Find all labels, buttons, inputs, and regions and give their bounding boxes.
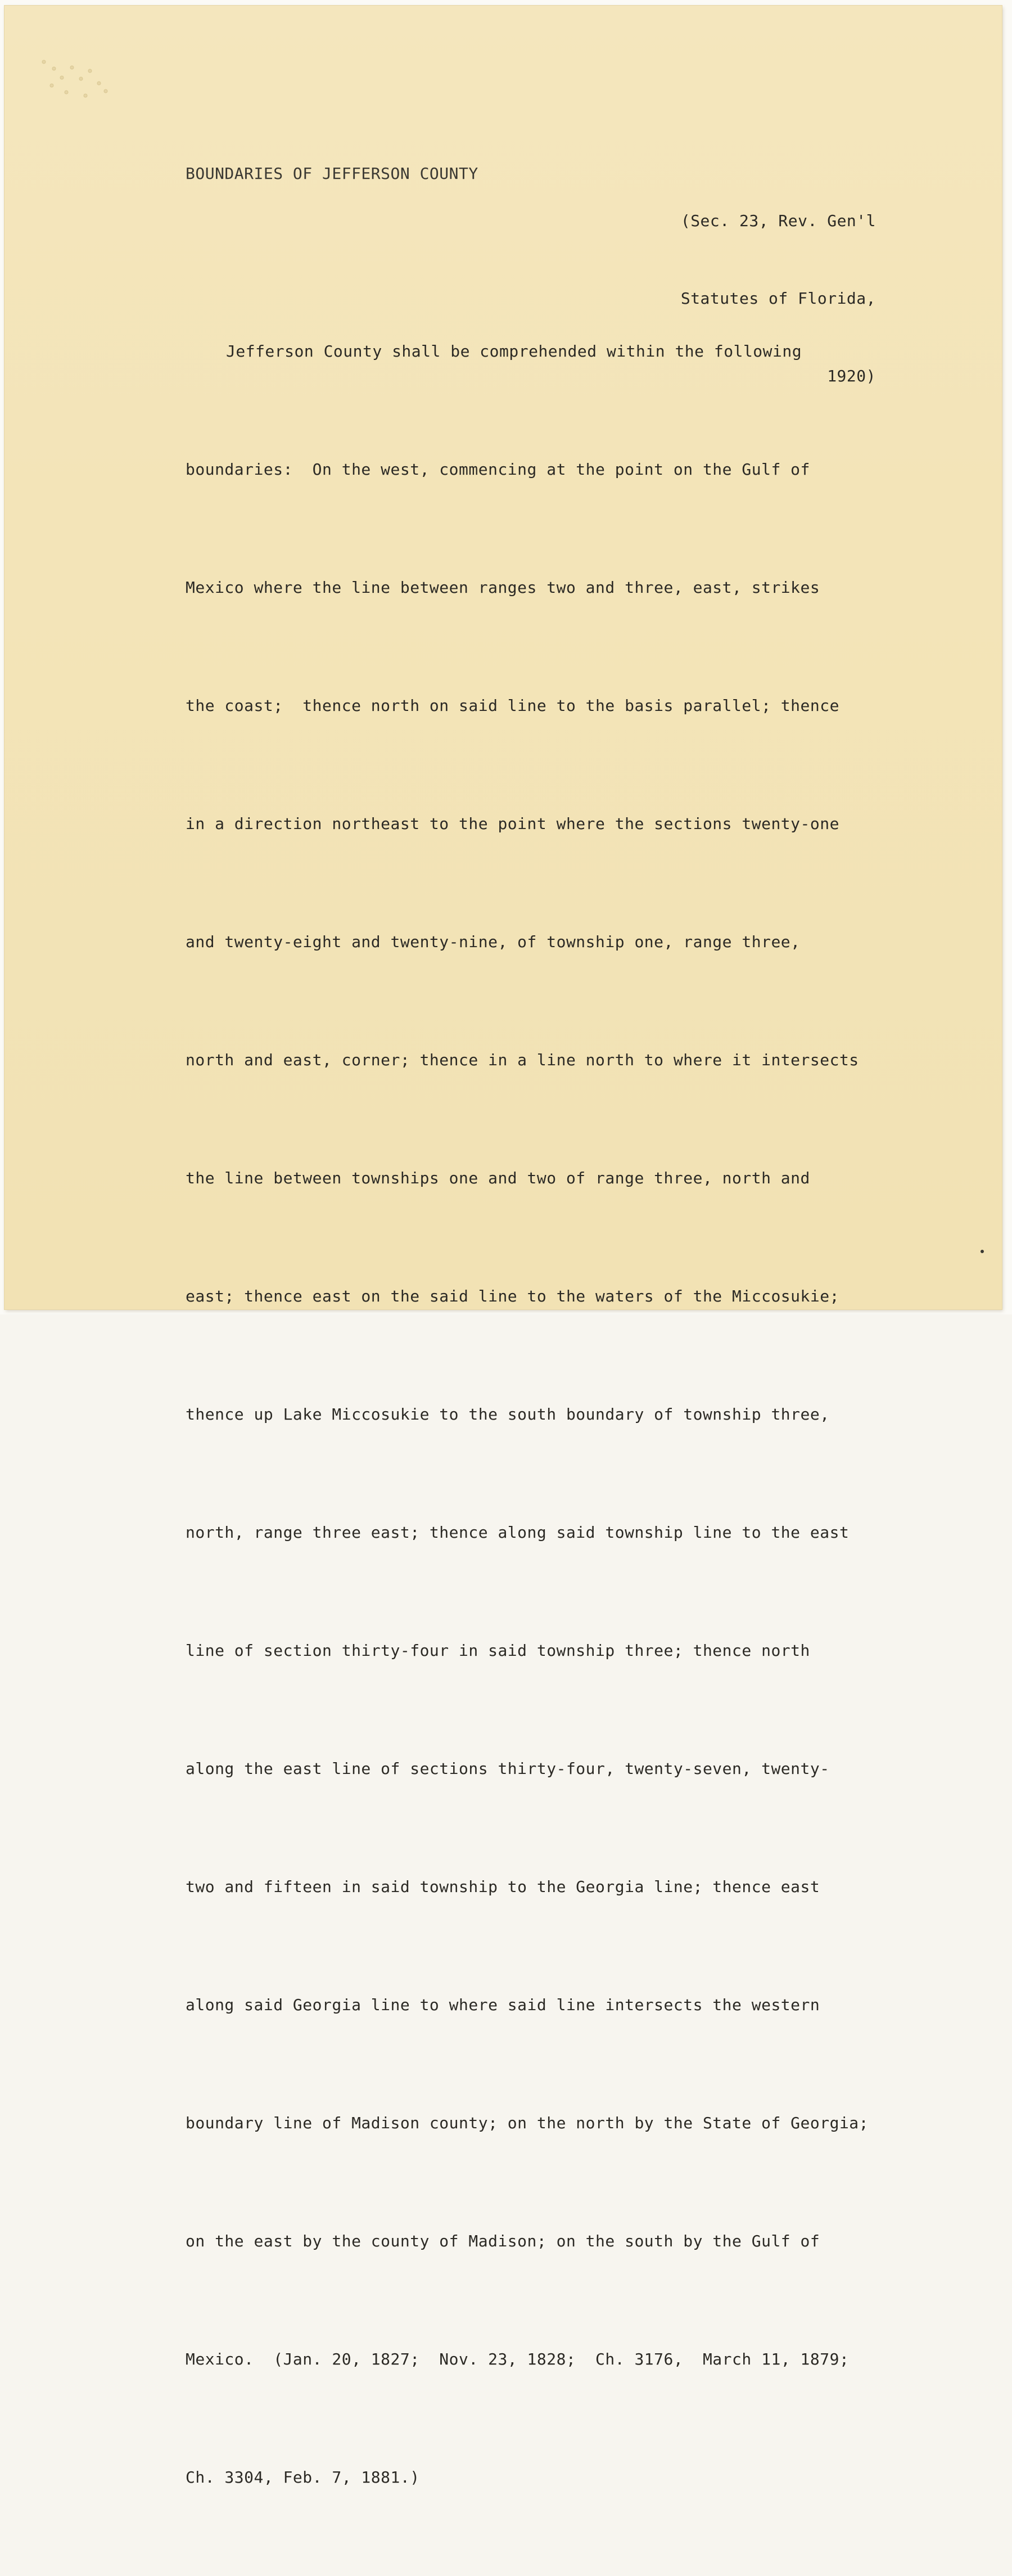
citation-line: 1920) (827, 367, 876, 385)
citation-line: Statutes of Florida, (680, 289, 876, 308)
citation-line: (Sec. 23, Rev. Gen'l (680, 211, 876, 230)
body-line: north, range three east; thence along said township line to the east (186, 1523, 850, 1542)
body-line: east; thence east on the said line to the waters of the Miccosukie; (186, 1287, 839, 1305)
body-line: boundary line of Madison county; on the north by the State of Georgia; (186, 2114, 869, 2132)
ink-speck (981, 1250, 984, 1253)
body-line: Mexico. (Jan. 20, 1827; Nov. 23, 1828; Ch. 3176, March 11, 1879; (186, 2350, 850, 2368)
boundary-description (186, 253, 869, 2576)
body-line: north and east, corner; thence in a line north to where it intersects (186, 1051, 859, 1069)
body-line: along said Georgia line to where said line intersects the western (186, 1996, 820, 2014)
embossed-seal-marks (27, 51, 128, 118)
body-line: two and fifteen in said township to the Georgia line; thence east (186, 1877, 820, 1896)
body-line: along the east line of sections thirty-four, twenty-seven, twenty- (186, 1759, 830, 1778)
body-line: thence up Lake Miccosukie to the south boundary of township three, (186, 1405, 830, 1424)
body-line: the coast; thence north on said line to the basis parallel; thence (186, 696, 839, 715)
body-line: on the east by the county of Madison; on the south by the Gulf of (186, 2232, 820, 2250)
body-line: line of section thirty-four in said township three; thence north (186, 1641, 810, 1660)
body-line: and twenty-eight and twenty-nine, of township one, range three, (186, 933, 801, 951)
body-line: Mexico where the line between ranges two and three, east, strikes (186, 578, 820, 597)
body-line: in a direction northeast to the point where the sections twenty-one (186, 814, 839, 833)
document-page (4, 6, 1002, 2487)
document-title: BOUNDARIES OF JEFFERSON COUNTY (186, 164, 478, 183)
body-line: the line between townships one and two of range three, north and (186, 1169, 810, 1187)
body-line: Ch. 3304, Feb. 7, 1881.) (186, 2468, 420, 2487)
body-line: boundaries: On the west, commencing at the point on the Gulf of (186, 460, 810, 479)
body-line: Jefferson County shall be comprehended within the following (226, 342, 802, 361)
